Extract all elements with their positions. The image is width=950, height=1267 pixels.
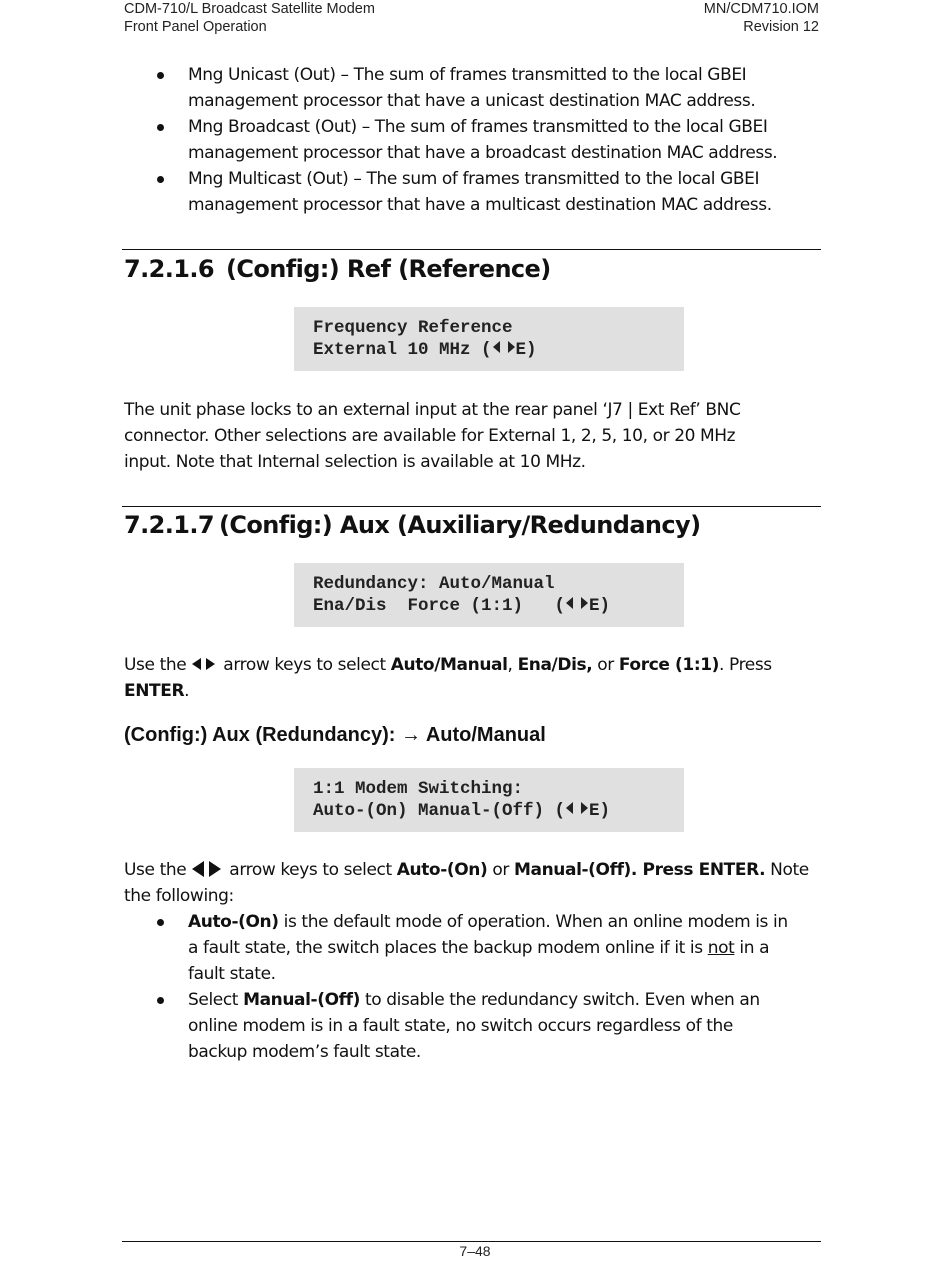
list-item: Select Manual-(Off) to disable the redundancy switch. Even when an online modem is in a fault state, no switch occurs regardless of the backup modem’s fault state. — [124, 987, 824, 1065]
page-number: 7–48 — [459, 1243, 491, 1259]
footer-divider — [122, 1241, 821, 1242]
revision: Revision 12 — [743, 19, 819, 35]
bullet-icon — [157, 124, 164, 131]
section-divider — [122, 506, 821, 507]
list-item: Auto-(On) is the default mode of operation. When an online modem is in a fault state, the switch places the backup modem online if it is not in a fault state. — [124, 909, 824, 987]
left-arrow-icon — [566, 597, 573, 609]
aux-instructions: Use the arrow keys to select Auto/Manual, Ena/Dis, or Force (1:1). Press ENTER. — [124, 655, 772, 701]
left-arrow-icon — [566, 802, 573, 814]
doc-number: MN/CDM710.IOM — [703, 1, 819, 17]
left-arrow-icon — [493, 341, 500, 353]
ref-description: The unit phase locks to an external input at the rear panel ‘J7 | Ext Ref’ BNC connector. Other selections are available for External 1, 2, 5, 10, or 20 MHz input. Note that Internal selection is available at 10 MHz. — [124, 400, 741, 472]
switching-modes-list — [124, 909, 824, 1065]
right-arrow-icon — [581, 597, 588, 609]
lcd-display-switching: 1:1 Modem Switching: Auto-(On) Manual-(Off) ( E) — [294, 768, 684, 832]
list-item: Mng Multicast (Out) – The sum of frames transmitted to the local GBEI management processor that have a multicast destination MAC address. — [124, 166, 824, 218]
section-title: (Config:) Aux (Auxiliary/Redundancy) — [219, 511, 701, 539]
right-arrow-icon — [508, 341, 515, 353]
right-arrow-icon — [209, 861, 221, 877]
lcd-display-ref: Frequency Reference External 10 MHz ( E) — [294, 307, 684, 371]
left-arrow-icon — [192, 658, 201, 670]
management-counters-list — [124, 62, 824, 218]
bullet-icon — [157, 72, 164, 79]
section-title: (Config:) Ref (Reference) — [226, 255, 551, 283]
chapter-title: Front Panel Operation — [124, 19, 267, 35]
section-number: 7.2.1.6 — [124, 255, 214, 283]
list-item: Mng Broadcast (Out) – The sum of frames transmitted to the local GBEI management processor that have a broadcast destination MAC address. — [124, 114, 824, 166]
section-heading-ref — [124, 255, 551, 283]
subsection-heading: (Config:) Aux (Redundancy): → Auto/Manual — [124, 724, 546, 746]
bullet-icon — [157, 997, 164, 1004]
doc-title: CDM-710/L Broadcast Satellite Modem — [124, 1, 375, 17]
section-number: 7.2.1.7 — [124, 511, 214, 539]
left-arrow-icon — [192, 861, 204, 877]
switching-instructions: Use the arrow keys to select Auto-(On) or Manual-(Off). Press ENTER. Note the following: — [124, 860, 809, 906]
right-arrow-icon — [206, 658, 215, 670]
right-arrow-icon — [581, 802, 588, 814]
lcd-display-aux: Redundancy: Auto/Manual Ena/Dis Force (1:1) ( E) — [294, 563, 684, 627]
list-item: Mng Unicast (Out) – The sum of frames transmitted to the local GBEI management processor that have a unicast destination MAC address. — [124, 62, 824, 114]
running-header-right — [704, 0, 819, 36]
bullet-icon — [157, 919, 164, 926]
running-header-left — [124, 0, 375, 36]
bullet-icon — [157, 176, 164, 183]
section-divider — [122, 249, 821, 250]
section-heading-aux — [124, 511, 700, 539]
